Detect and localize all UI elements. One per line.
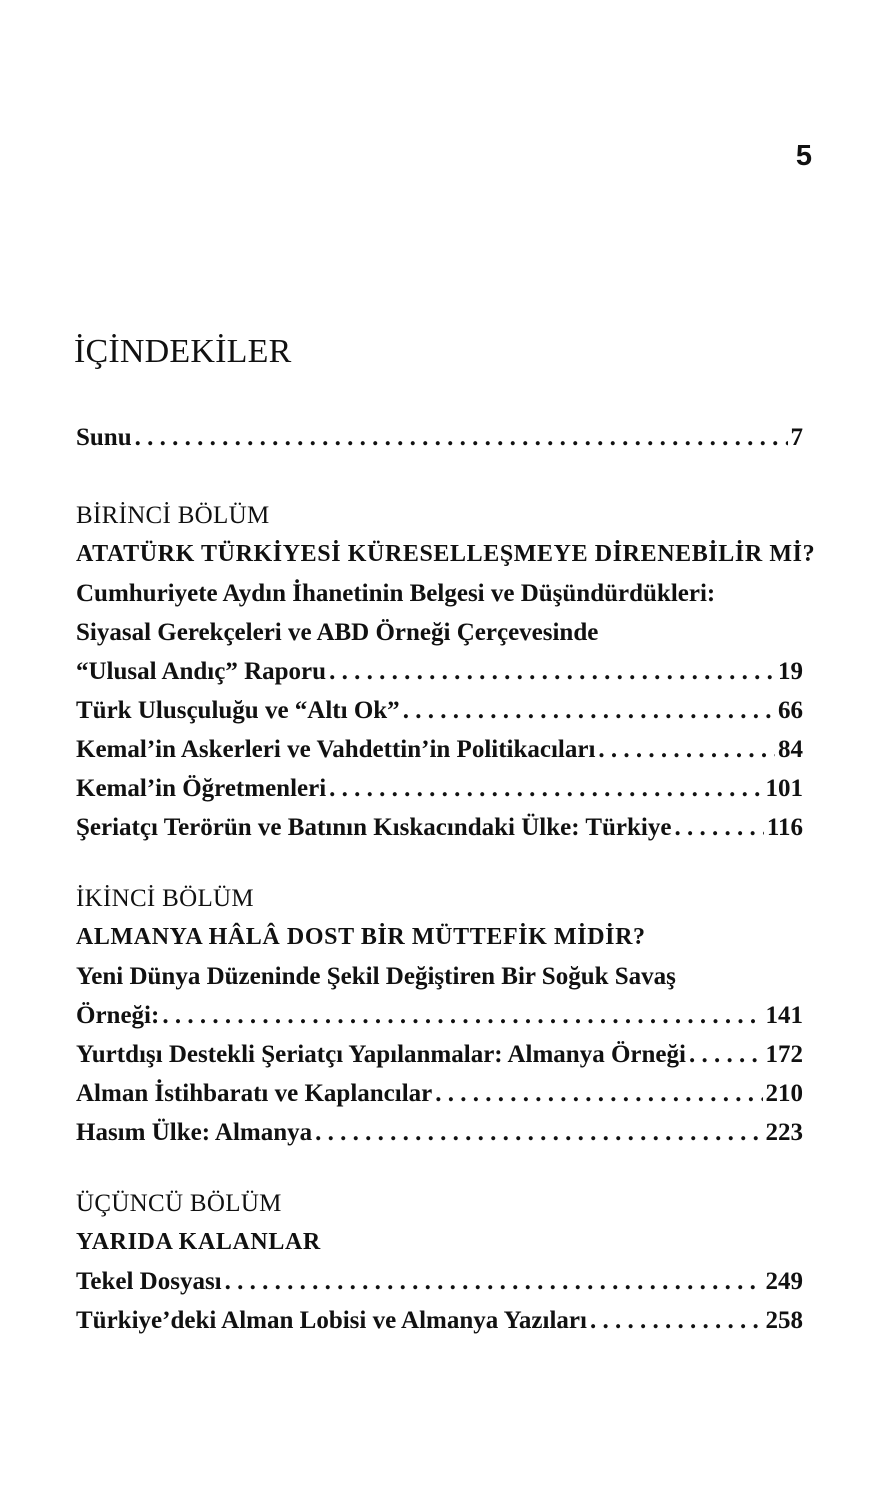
- dot-leader: [225, 1262, 763, 1301]
- toc-entry: [76, 996, 803, 1035]
- toc-entry-page: 116: [766, 814, 803, 841]
- dot-leader: [315, 1113, 762, 1152]
- toc-entry-title: Şeriatçı Terörün ve Batının Kıskacındaki Ülke: Türkiye: [76, 814, 672, 841]
- toc-entry-title: Yurtdışı Destekli Şeriatçı Yapılanmalar: Almanya Örneği: [76, 1041, 686, 1068]
- dot-leader: [689, 1035, 763, 1074]
- dot-leader: [162, 996, 762, 1035]
- section-heading: ATATÜRK TÜRKİYESİ KÜRESELLEŞMEYE DİRENEBİLİR Mİ?: [76, 541, 816, 567]
- toc-entry-title: Örneği:: [76, 1002, 160, 1029]
- toc-entry-page: 210: [765, 1080, 803, 1107]
- dot-leader: [329, 652, 775, 691]
- dot-leader: [403, 691, 775, 730]
- toc-entry: [76, 691, 803, 730]
- toc-entry: [76, 1035, 803, 1074]
- toc-entry: [76, 1113, 803, 1152]
- toc-entry-title: Sunu: [76, 424, 132, 451]
- dot-leader: [135, 418, 788, 457]
- section-heading: YARIDA KALANLAR: [76, 1229, 321, 1255]
- toc-entry-title: Türkiye’deki Alman Lobisi ve Almanya Yazıları: [76, 1307, 587, 1334]
- toc-entry-page: 223: [765, 1119, 803, 1146]
- toc-entry-page: 19: [778, 658, 803, 685]
- dot-leader: [329, 769, 762, 808]
- toc-entry-title: Kemal’in Askerleri ve Vahdettin’in Politikacıları: [76, 736, 596, 763]
- toc-entry-page: 66: [778, 697, 803, 724]
- section-label: İKİNCİ BÖLÜM: [76, 885, 254, 912]
- toc-entry: [76, 1301, 803, 1340]
- toc-entry-sunu: [76, 418, 803, 457]
- toc-entry-page: 249: [765, 1268, 803, 1295]
- toc-entry-title-line: Yeni Dünya Düzeninde Şekil Değiştiren Bir Soğuk Savaş: [76, 963, 676, 990]
- toc-entry-page: 141: [765, 1002, 803, 1029]
- dot-leader: [674, 808, 763, 847]
- section-heading: ALMANYA HÂLÂ DOST BİR MÜTTEFİK MİDİR?: [76, 924, 646, 950]
- dot-leader: [435, 1074, 762, 1113]
- section-3: [76, 1184, 803, 1340]
- toc-entry: [76, 730, 803, 769]
- page-number: 5: [795, 140, 812, 172]
- toc-entry-title: “Ulusal Andıç” Raporu: [76, 658, 327, 685]
- dot-leader: [590, 1301, 763, 1340]
- toc-title: İÇİNDEKİLER: [74, 333, 292, 370]
- toc-entry: [76, 652, 803, 691]
- toc-entry-title: Tekel Dosyası: [76, 1268, 222, 1295]
- toc-entry-title-line: Siyasal Gerekçeleri ve ABD Örneği Çerçevesinde: [76, 619, 599, 646]
- toc-entry-title: Kemal’in Öğretmenleri: [76, 775, 327, 802]
- section-label: BİRİNCİ BÖLÜM: [76, 502, 270, 529]
- toc-entry-page: 7: [790, 424, 803, 451]
- toc-entry-title: Türk Ulusçuluğu ve “Altı Ok”: [76, 697, 400, 724]
- section-1: [76, 496, 816, 847]
- toc-entry-page: 172: [765, 1041, 803, 1068]
- toc-entry: [76, 808, 803, 847]
- toc-entry-title: Hasım Ülke: Almanya: [76, 1119, 313, 1146]
- toc-entry-title-line: Cumhuriyete Aydın İhanetinin Belgesi ve Düşündürdükleri:: [76, 580, 716, 607]
- toc-entry-page: 84: [778, 736, 803, 763]
- toc-entry: [76, 1074, 803, 1113]
- section-2: [76, 879, 803, 1152]
- toc-entry-title: Alman İstihbaratı ve Kaplancılar: [76, 1080, 433, 1107]
- toc-entry-page: 258: [765, 1307, 803, 1334]
- table-of-contents: [76, 418, 816, 1340]
- toc-entry: [76, 769, 803, 808]
- toc-entry-page: 101: [765, 775, 803, 802]
- toc-entry: [76, 1262, 803, 1301]
- section-label: ÜÇÜNCÜ BÖLÜM: [76, 1190, 282, 1217]
- dot-leader: [598, 730, 775, 769]
